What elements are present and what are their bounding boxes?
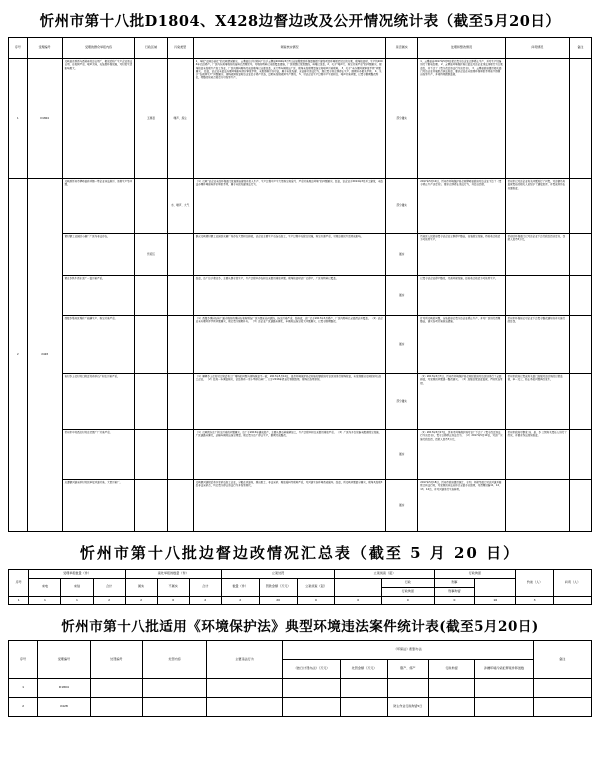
th-limit-production: 限产、停产 xyxy=(387,660,428,679)
th-area: 行政区域 xyxy=(135,38,167,59)
page-title-2: 忻州市第十八批边督边改情况汇总表（截至 5 月 20 日） xyxy=(79,544,521,562)
cell-admin-detention: 0 xyxy=(382,596,434,605)
th-admin-detention-case: 行政拘留 xyxy=(428,660,475,679)
cell-type xyxy=(167,316,193,374)
th-code: 受理编号 xyxy=(27,38,62,59)
cell-content: 应遵镇河道采砂村村民举报河道污染，大量污染厂。 xyxy=(62,480,135,532)
table-row xyxy=(9,698,592,717)
cell-remark xyxy=(569,179,591,234)
th-transfer-count: 涉嫌环境污染犯罪案件移送数 xyxy=(475,660,533,679)
th-case-remark: 备注 xyxy=(533,641,591,679)
cell-content: 西陵乡集何区煤矿厂硫磺生产、粉尘污染严重。 xyxy=(62,316,135,374)
th-measures-applied: 《环保法》配套办法 xyxy=(282,641,533,660)
cell-content: 董村镇工业园区小磨厂厂区内非法存在。 xyxy=(62,234,135,276)
cell-filing-count: 2 xyxy=(221,596,259,605)
cell-type xyxy=(167,480,193,532)
cell-code: D1804 xyxy=(27,59,62,179)
cell-content: 反映县京原街与西菜巷村边占用厂，相邻后和厂生产企业违法占用，在夜间严重，噪声太响，无装置环保设施，对村民生活影响极大。 xyxy=(62,59,135,179)
cell-letter-recv: 1 xyxy=(61,596,93,605)
th-case-no: 序号 xyxy=(9,641,38,679)
cell-fine-amount: 20 xyxy=(259,596,297,605)
cell-case-code: D1804 xyxy=(38,679,90,698)
th-handling: 处理和整改情况 xyxy=(418,38,505,59)
cell-interview: 16 xyxy=(475,596,516,605)
cell-accountability: 忻州市已对该企业有关问题进行了问责。对该镇负有监管责任的相关人员给予了通报批评，并责成其作出书面检查。 xyxy=(505,179,569,234)
cell-truth: 属实 xyxy=(386,234,418,276)
th-handled-count: 查处举报的数量（件） xyxy=(125,570,221,579)
cell-false: 0 xyxy=(157,596,189,605)
cell-remark xyxy=(569,430,591,480)
cell-remark xyxy=(569,316,591,374)
th-phone-recv: 来电 xyxy=(29,578,61,596)
cell-seizure xyxy=(341,679,388,698)
table-row xyxy=(9,596,592,605)
cell-accountability: 忻州市政府对事发 地、县、乡 三级有关责任人进行了约谈，并要求作出深刻检查。 xyxy=(505,430,569,480)
th-investigation: 调查核实情况 xyxy=(193,38,385,59)
th-criminal: 刑事拘留 xyxy=(434,587,475,596)
cell-truth: 属实 xyxy=(386,480,418,532)
th-investigation-count: 立案侦查（起） xyxy=(335,570,434,579)
cell-daily-penalty xyxy=(282,698,340,717)
th-invest-count: 立案侦查（起） xyxy=(297,578,335,596)
cell-handling: 2017年5月10日，忻州市环境保护局会同繁峙县政府对该企业下达了《责令停止生产决定书》，要求立即停止违法行为，并处以罚款。 xyxy=(418,179,505,234)
cell-case-location xyxy=(143,679,207,698)
cell-investigation: （1）西陵乡煤矸石砖厂露天堆存的煤矸石和粉煤灰厂区外围无任何遮挡，扬尘污染严重。经核查，该厂已于2017年3月停产，厂区内物料已全部清运并覆盖。 （2）该企业未办理环评手续问题属实，现已责令限期补办。 （3）该企业厂区道路未硬化，车辆进出扬尘较大问题属实，已责令限期整改。 xyxy=(193,316,385,374)
cell-total-recv: 2 xyxy=(93,596,125,605)
table-row xyxy=(9,679,592,698)
cell-true: 2 xyxy=(125,596,157,605)
th-case-location: 处罚内容 xyxy=(143,641,207,679)
th-content: 受理的群众举报内容 xyxy=(62,38,135,59)
cell-case-code: X428 xyxy=(38,698,90,717)
cell-accountability: 忻州市环保局已对企业下达责令整改通知书并实施行政处罚。 xyxy=(505,316,569,374)
cell-investigation: （1）解释乡上社村村口附近有三厂堆场的问题与现场核查不一致，2017年5月14日，县市环境保护局会同奇村镇政府对该区域进行现场检查，未发现群众反映的砂石加工企业。 （2）经进一步调查核实，该处原有一家小型砂石料厂，已于2016年底自行拆除取缔，现场已恢复原貌。 xyxy=(193,374,385,430)
cell-investigation: 群众反映董村镇工业园区夹磨厂内存在大量粉尘排放，该企业主要生产石灰石加工，生产过程中无除尘设施，粉尘外逸严重，对周边居民生活造成影响。 xyxy=(193,234,385,276)
cell-case-location xyxy=(143,698,207,717)
cell-transfer-count xyxy=(475,698,533,717)
table-row xyxy=(9,179,592,234)
cell-admin-detention-case xyxy=(428,698,475,717)
th-remark: 备注 xyxy=(569,38,591,59)
cell-accountability: 忻州市政府已责成有关部门加强对该区域的日常监管，举一反三，防止类似问题再次发生。 xyxy=(505,374,569,430)
table-summary xyxy=(8,569,592,605)
cell-investigation: 经查，该厂位于董庄乡，主要从事水泥生产，生产过程中存在粉尘无组织排放问题。现场检查时该厂已停产，厂区内物料已覆盖。 xyxy=(193,276,385,316)
th-detention: 行政拘留 xyxy=(434,570,516,579)
cell-type: 水、噪声、大气 xyxy=(167,179,193,234)
summary-sub-header-row xyxy=(9,578,592,587)
table-typical-cases xyxy=(8,640,592,717)
th-case-filing: 立案处罚 xyxy=(221,570,335,579)
th-case-code: 受理编号 xyxy=(38,641,90,679)
cell-handling: 已责令该企业停产整改，完善环保设施，经验收合格后方可恢复生产。 xyxy=(418,276,505,316)
cell-main-illegal xyxy=(207,698,283,717)
th-invest-blank xyxy=(335,578,382,596)
cell-area: 五寨县 xyxy=(135,59,167,179)
table-row xyxy=(9,59,592,179)
cell-remark xyxy=(569,234,591,276)
cell-case-remark xyxy=(533,679,591,698)
cell-handling: 忻府区人民政府责令该企业立即停产整治，安装除尘设施，待验收合格后方可恢复生产。 xyxy=(418,234,505,276)
cell-limit-production xyxy=(387,679,428,698)
cell-daily-penalty xyxy=(282,679,340,698)
table-supervision-details xyxy=(8,37,592,532)
cell-area xyxy=(135,179,167,234)
cell-handling: 针对所反映的问题，当地政府已责令该企业停止生产，并对厂区进行清理整治，落实各项污染防治措施。 xyxy=(418,316,505,374)
cell-investigation: （1）反映院东庄厂粉尘污染的问题属实。该厂于2015年建成投产，主要从事石料破碎加工，生产过程中粉尘无组织排放严重。 （2）厂区内多台设备未配套除尘设施，厂区道路未硬化，运输车辆进出扬尘明显。现已责令该厂停止生产，限期完成整改。 xyxy=(193,430,385,480)
cell-type xyxy=(167,276,193,316)
cell-total-handled: 2 xyxy=(189,596,221,605)
th-type: 污染类型 xyxy=(167,38,193,59)
cell-case-remark xyxy=(533,698,591,717)
cell-handling: 2017年5月18日，忻州市政府组织国土、水利、环保等部门对该河道开展联合执法行动，对发现的非法采砂点全部予以取缔，共清理设备11、12、13、14台，并对河道进行生态修复。 xyxy=(418,480,505,532)
th-received-count: 受理举报数量（件） xyxy=(29,570,125,579)
cell-content: 董庄乡铁牛街水泥厂一直污染严重。 xyxy=(62,276,135,316)
cell-content: 反映原忻州市繁峙县砂河镇一带企业非法排污、违规生产等问题。 xyxy=(62,179,135,234)
table-row xyxy=(9,430,592,480)
cell-extra xyxy=(554,596,592,605)
cell-investigation: 1、举报“反映沙圣社”的反映情况属实。 五寨县位于村材料厂位于五寨县2004年5月7日全县集聚区环保督察组下建设项目环境规范设立的方案，现场检查时，生产线2004年已经停产。厂区内东南角堆存的废料已清理完毕，对堆存物料已采取覆盖措施，厂区周围已设置围挡，料堆已苫盖。2、关于“噪声大、粉尘污染严重”的问题属实。现场检查未发现生产加工作业，厂区内原料堆场及成品堆场已全部苫盖，无大型车辆进出厂区，现场未发现明显扬尘和噪声污染现象。 3、关于“未办理环保审批手续”问题属实。 经查，该企业未依法办理环境影响评价审批手续，未取得排污许可证，属于未批先建、无证排污违法行为。现已责令其立即停止生产，限期补办相关手续。 4、关于“在夜间生产”问题属实。现场夜间检查时该企业处于停产状态，近期未发现夜间生产情况。 5、对该企业生产过程中产生的粉尘、噪声污染问题，已责令限期整改到位，待整改验收合格后方可恢复生产。 xyxy=(193,59,385,179)
cell-accountability xyxy=(505,276,569,316)
cell-type xyxy=(167,234,193,276)
th-true: 属实 xyxy=(125,578,157,596)
cell-investigation: （1）反映“该企业未经环保部门批准擅自建设并投入生产、生产过程中产生大量粉尘和废气、严重污染周边环境”的问题属实。经查，该企业于2014年3月开工建设，未依法办理环境影响评价审批手续，属于未批先建违法行为。 xyxy=(193,179,385,234)
cell-accountability xyxy=(505,59,569,179)
cell-type xyxy=(167,374,193,430)
cell-content: 忻州市中村西庄村村庄范围厂厂污染严重。 xyxy=(62,430,135,480)
cell-main-illegal xyxy=(207,679,283,698)
table-row xyxy=(9,480,592,532)
table-row xyxy=(9,276,592,316)
cell-invest-b: 0 xyxy=(335,596,382,605)
cell-truth: 部分属实 xyxy=(386,374,418,430)
cell-remark xyxy=(569,59,591,179)
cell-admin-detention-case xyxy=(428,679,475,698)
cell-investigation: 反映镇河道附近有多家砂石加工企业，分散在河道内，擅自取土、非法采砂、堆放废料等现象严重，对河道生态环境造成破坏。经查，所反映问题部分属实，现场共发现3处非法采砂点，均已责令停止违法行为并恢复原状。 xyxy=(193,480,385,532)
th-seizure: 处罚金额（万元） xyxy=(341,660,388,679)
th-letter-recv: 来信 xyxy=(61,578,93,596)
cell-type xyxy=(167,430,193,480)
th-fine-amount: 罚款金额（万元） xyxy=(259,578,297,596)
cell-remark xyxy=(569,374,591,430)
th-interview: 约谈（人） xyxy=(516,570,554,597)
cell-remark xyxy=(569,480,591,532)
cell-invest-a: 0 xyxy=(297,596,335,605)
cases-header-row xyxy=(9,641,592,660)
table-header-row xyxy=(9,38,592,59)
cell-accountability: 3 xyxy=(516,596,554,605)
cell-truth: 属实 xyxy=(386,430,418,480)
th-total-handled: 合计 xyxy=(189,578,221,596)
th-daily-penalty: 《按日计罚办法》（万元） xyxy=(282,660,340,679)
cell-code: X428 xyxy=(27,179,62,532)
cell-remark xyxy=(569,276,591,316)
th-summary-no: 序号 xyxy=(9,570,29,597)
cell-area xyxy=(135,480,167,532)
cell-content: 奇村乡上社村村口附近村有砂石厂粉尘污染严重。 xyxy=(62,374,135,430)
th-criminal-detention: 刑事 xyxy=(434,578,475,587)
th-filing-count: 数量（件） xyxy=(221,578,259,596)
page-title-3: 忻州市第十八批适用《环境保护法》典型环境违法案件统计表(截至5月20日) xyxy=(61,619,539,636)
th-admin-detention: 行政 xyxy=(382,578,434,587)
cell-area xyxy=(135,430,167,480)
table-row xyxy=(9,316,592,374)
cell-punish-unit xyxy=(90,679,142,698)
cell-seizure xyxy=(341,698,388,717)
th-admin: 行政拘留 xyxy=(382,587,434,596)
cell-no: 1 xyxy=(9,596,29,605)
cell-truth: 部分属实 xyxy=(386,179,418,234)
summary-group-header-row xyxy=(9,570,592,579)
th-main-illegal: 主要违法行为 xyxy=(207,641,283,679)
cell-type: 噪声、扬尘 xyxy=(167,59,193,179)
cell-truth: 属实 xyxy=(386,316,418,374)
cell-case-no: 1 xyxy=(9,679,38,698)
cell-phone-recv: 1 xyxy=(29,596,61,605)
th-accountability: 问责情况 xyxy=(505,38,569,59)
th-truth: 是否属实 xyxy=(386,38,418,59)
th-punish-unit: 处罚编号 xyxy=(90,641,142,679)
cell-handling: （1）2017年5月7日，忻州市环境保护局会同区政府对该区域进行了全面排查，对发现的问题逐一整改落实。 （2）加强日常巡查监管，严防死灰复燃。 xyxy=(418,374,505,430)
th-no: 序号 xyxy=(9,38,28,59)
cell-handling: 1、五寨县自2017年5月8日起已责令该企业立即停止生产，并对生产设备进行了断电处理。 2、五寨县环境保护局已依法对该企业违法违规行为立案查处，并下达了《责令改正违法行为决定书》。 3、五寨县政府组织相关部门对该企业开展联合执法检查，要求企业在未取得环保审批手续前不得擅自恢复生产，并将持续跟踪监管。 xyxy=(418,59,505,179)
cell-no: 2 xyxy=(9,179,28,532)
cell-accountability xyxy=(505,480,569,532)
th-accountability-count: 问责（人） xyxy=(554,570,592,597)
cell-no: 1 xyxy=(9,59,28,179)
cell-area xyxy=(135,276,167,316)
cell-punish-unit xyxy=(90,698,142,717)
table-row xyxy=(9,234,592,276)
th-total-recv: 合计 xyxy=(93,578,125,596)
cell-area xyxy=(135,316,167,374)
th-false: 不属实 xyxy=(157,578,189,596)
cell-handling: （1）2017年5月17日，忻州市环境保护局对该厂下达了《责令改正违法行为决定书》，责令立即停止违法行为。 （2）2017年5月19日，对该厂实施行政处罚，罚款人民币3万元。 xyxy=(418,430,505,480)
table-row xyxy=(9,374,592,430)
cell-limit-production: 防尘作业行政拘留5日 xyxy=(387,698,428,717)
cell-accountability: 忻府区环保部门已对该企业下达行政处罚决定书，罚款人民币5万元。 xyxy=(505,234,569,276)
cell-area xyxy=(135,374,167,430)
cell-truth: 属实 xyxy=(386,276,418,316)
cell-truth: 部分属实 xyxy=(386,59,418,179)
cell-area: 忻府区 xyxy=(135,234,167,276)
page-title-1: 忻州市第十八批D1804、X428边督边改及公开情况统计表（截至5月20日） xyxy=(39,13,561,30)
cell-criminal-detention: 0 xyxy=(434,596,475,605)
cell-case-no: 2 xyxy=(9,698,38,717)
cell-transfer-count xyxy=(475,679,533,698)
